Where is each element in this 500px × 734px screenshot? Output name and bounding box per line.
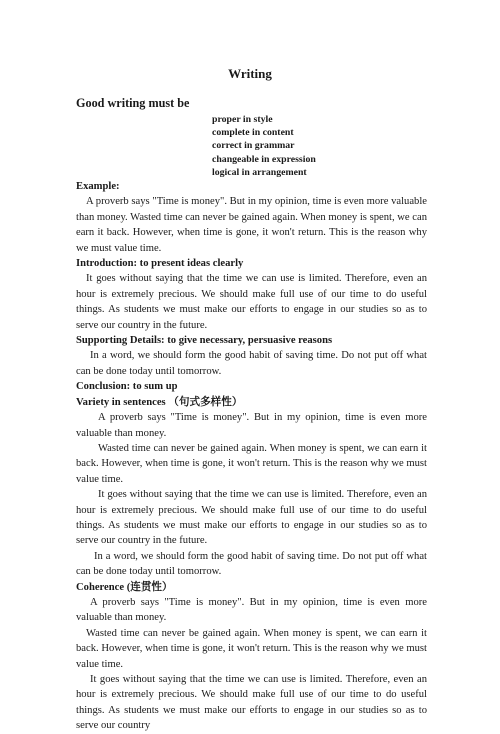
page-title: Writing: [228, 66, 272, 81]
quality-item: complete in content: [212, 127, 294, 139]
coherence-label: Coherence (连贯性）: [76, 581, 173, 593]
quality-item: changeable in expression: [212, 153, 316, 165]
variety-paragraph: A proverb says "Time is money". But in my opinion, time is even more valuable than money.: [76, 412, 427, 439]
good-writing-heading: Good writing must be: [76, 96, 190, 110]
coherence-paragraph: A proverb says "Time is money". But in my opinion, time is even more valuable than money.: [76, 596, 427, 624]
conclusion-label: Conclusion: to sum up: [76, 381, 178, 393]
variety-paragraph: In a word, we should form the good habit of saving time. Do not put off what can be done today until tomorrow.: [76, 550, 427, 578]
coherence-paragraph: Wasted time can never be gained again. When money is spent, we can earn it back. However, when time is gone, it won't return. This is the reason why we must value time.: [76, 627, 427, 670]
introduction-label: Introduction: to present ideas clearly: [76, 258, 244, 270]
supporting-details-label: Supporting Details: to give necessary, persuasive reasons: [76, 335, 333, 347]
example-paragraph: A proverb says "Time is money". But in my opinion, time is even more valuable than money. Wasted time can never be gained again. When money is spent, we can earn it back. However, when time is gone, it won't return. This is the reason why we must value time.: [76, 196, 427, 254]
quality-item: correct in grammar: [212, 140, 295, 152]
introduction-paragraph: It goes without saying that the time we can use is limited. Therefore, even an hour is extremely precious. We should make full use of our time to do useful things. As students we must make our efforts to engage in our studies so as to serve our country in the future.: [76, 273, 427, 331]
variety-paragraph: It goes without saying that the time we can use is limited. Therefore, even an hour is extremely precious. We should make full use of our time to do useful things. As students we must make our efforts to engage in our studies so as to serve our country in the future.: [76, 489, 427, 547]
quality-item: logical in arrangement: [212, 166, 307, 178]
coherence-paragraph: It goes without saying that the time we can use is limited. Therefore, even an hour is extremely precious. We should make full use of our time to do useful things. As students we must make our efforts to engage in our studies so as to serve our country: [76, 674, 427, 732]
variety-paragraph: Wasted time can never be gained again. When money is spent, we can earn it back. However, when time is gone, it won't return. This is the reason why we must value time.: [76, 442, 427, 485]
variety-label: Variety in sentences （句式多样性）: [76, 396, 243, 408]
qualities-list: [212, 113, 316, 179]
quality-item: proper in style: [212, 114, 273, 125]
document-body: [76, 179, 427, 734]
supporting-details-paragraph: In a word, we should form the good habit of saving time. Do not put off what can be done today until tomorrow.: [76, 350, 427, 377]
example-label: Example:: [76, 181, 120, 192]
